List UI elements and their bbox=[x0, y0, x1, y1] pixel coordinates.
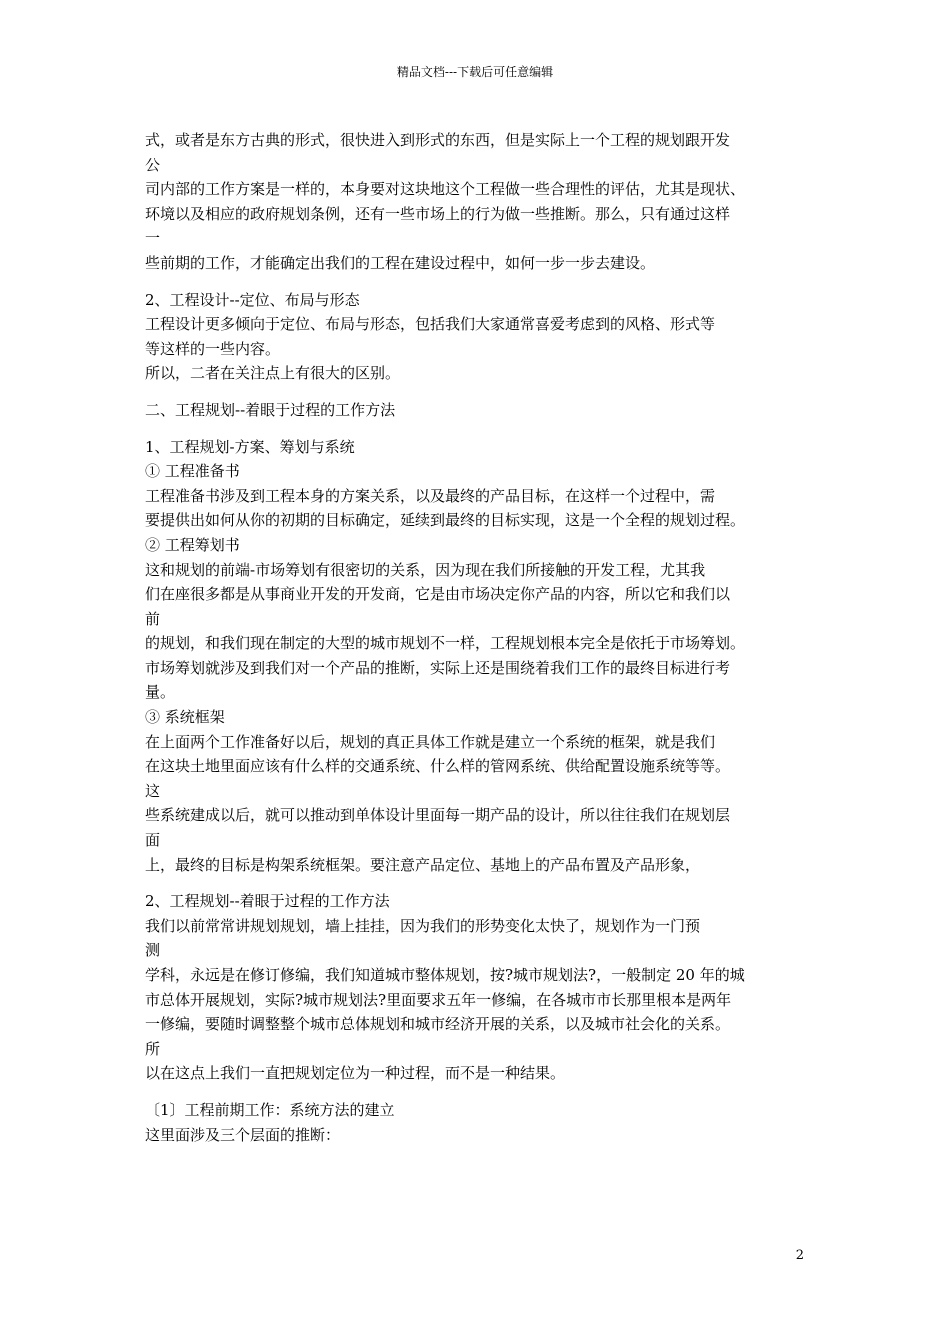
chapter-heading: 二、工程规划--着眼于过程的工作方法 bbox=[145, 400, 396, 419]
text-line: 这 bbox=[145, 781, 161, 800]
text-line: 在这块土地里面应该有什么样的交通系统、什么样的管网系统、供给配置设施系统等等。 bbox=[145, 757, 731, 776]
text-line: 这里面涉及三个层面的推断： bbox=[145, 1125, 341, 1144]
text-line: 我们以前常常讲规划规划，墙上挂挂，因为我们的形势变化太快了，规划作为一门预 bbox=[145, 916, 701, 935]
subsection-heading: ③ 系统框架 bbox=[145, 708, 225, 727]
text-line: 所 bbox=[145, 1039, 161, 1058]
paragraph-gap bbox=[145, 386, 815, 398]
text-line: 以在这点上我们一直把规划定位为一种过程，而不是一种结果。 bbox=[145, 1064, 566, 1083]
text-line: 量。 bbox=[145, 683, 176, 702]
subsection-heading: ① 工程准备书 bbox=[145, 462, 240, 481]
text-line: 式，或者是东方古典的形式，很快进入到形式的东西，但是实际上一个工程的规划跟开发 bbox=[145, 131, 731, 149]
paragraph-chapter-two bbox=[145, 398, 815, 423]
text-line: 等这样的一些内容。 bbox=[145, 339, 281, 358]
subsection-heading: ② 工程筹划书 bbox=[145, 535, 240, 554]
text-line: 工程准备书涉及到工程本身的方案关系，以及最终的产品目标，在这样一个过程中，需 bbox=[145, 486, 716, 505]
text-line: 这和规划的前端-市场筹划有很密切的关系，因为现在我们所接触的开发工程，尤其我 bbox=[145, 560, 706, 579]
text-line: 一修编，要随时调整整个城市总体规划和城市经济开展的关系，以及城市社会化的关系。 bbox=[145, 1015, 731, 1034]
paragraph-planning-process bbox=[145, 889, 815, 1086]
section-heading: 2、工程规划--着眼于过程的工作方法 bbox=[145, 892, 390, 911]
subsection-heading: 〔1〕工程前期工作：系统方法的建立 bbox=[145, 1100, 395, 1119]
paragraph-gap bbox=[145, 423, 815, 435]
section-heading: 1、工程规划-方案、筹划与系统 bbox=[145, 437, 355, 456]
paragraph-planning-system bbox=[145, 435, 815, 878]
paragraph-early-work bbox=[145, 1098, 815, 1147]
paragraph-gap bbox=[145, 1086, 815, 1098]
text-line: 面 bbox=[145, 831, 161, 850]
page-number: 2 bbox=[795, 1248, 804, 1263]
text-line: 一 bbox=[145, 229, 161, 248]
text-line: 前 bbox=[145, 609, 161, 628]
text-line: 公 bbox=[145, 155, 161, 174]
text-line: 测 bbox=[145, 941, 161, 960]
text-line: 些前期的工作，才能确定出我们的工程在建设过程中，如何一步一步去建设。 bbox=[145, 253, 656, 272]
text-line: 在上面两个工作准备好以后，规划的真正具体工作就是建立一个系统的框架，就是我们 bbox=[145, 732, 716, 751]
paragraph-intro bbox=[145, 128, 815, 276]
paragraph-gap bbox=[145, 877, 815, 889]
text-line: 工程设计更多倾向于定位、布局与形态，包括我们大家通常喜爱考虑到的风格、形式等 bbox=[145, 315, 716, 334]
document-body bbox=[145, 128, 815, 1147]
page-header: 精品文档---下载后可任意编辑 bbox=[396, 65, 554, 79]
paragraph-project-design bbox=[145, 288, 815, 386]
text-line: 所以，二者在关注点上有很大的区别。 bbox=[145, 364, 401, 383]
text-line: 些系统建成以后，就可以推动到单体设计里面每一期产品的设计，所以往往我们在规划层 bbox=[145, 806, 731, 825]
text-line: 们在座很多都是从事商业开发的开发商，它是由市场决定你产品的内容，所以它和我们以 bbox=[145, 585, 731, 604]
text-line: 市场筹划就涉及到我们对一个产品的推断，实际上还是围绕着我们工作的最终目标进行考 bbox=[145, 658, 731, 677]
section-heading: 2、工程设计--定位、布局与形态 bbox=[145, 290, 360, 309]
text-line: 上，最终的目标是构架系统框架。要注意产品定位、基地上的产品布置及产品形象， bbox=[145, 855, 701, 874]
text-line: 环境以及相应的政府规划条例，还有一些市场上的行为做一些推断。那么，只有通过这样 bbox=[145, 204, 731, 223]
text-line: 的规划，和我们现在制定的大型的城市规划不一样，工程规划根本完全是依托于市场筹划。 bbox=[145, 634, 746, 653]
paragraph-gap bbox=[145, 276, 815, 288]
text-line: 市总体开展规划，实际?城市规划法?里面要求五年一修编，在各城市市长那里根本是两年 bbox=[145, 990, 732, 1009]
text-line: 司内部的工作方案是一样的，本身要对这块地这个工程做一些合理性的评估，尤其是现状、 bbox=[145, 180, 746, 199]
text-line: 学科，永远是在修订修编，我们知道城市整体规划，按?城市规划法?，一般制定 20 年的城 bbox=[145, 966, 745, 984]
text-line: 要提供出如何从你的初期的目标确定，延续到最终的目标实现，这是一个全程的规划过程。 bbox=[145, 511, 746, 530]
